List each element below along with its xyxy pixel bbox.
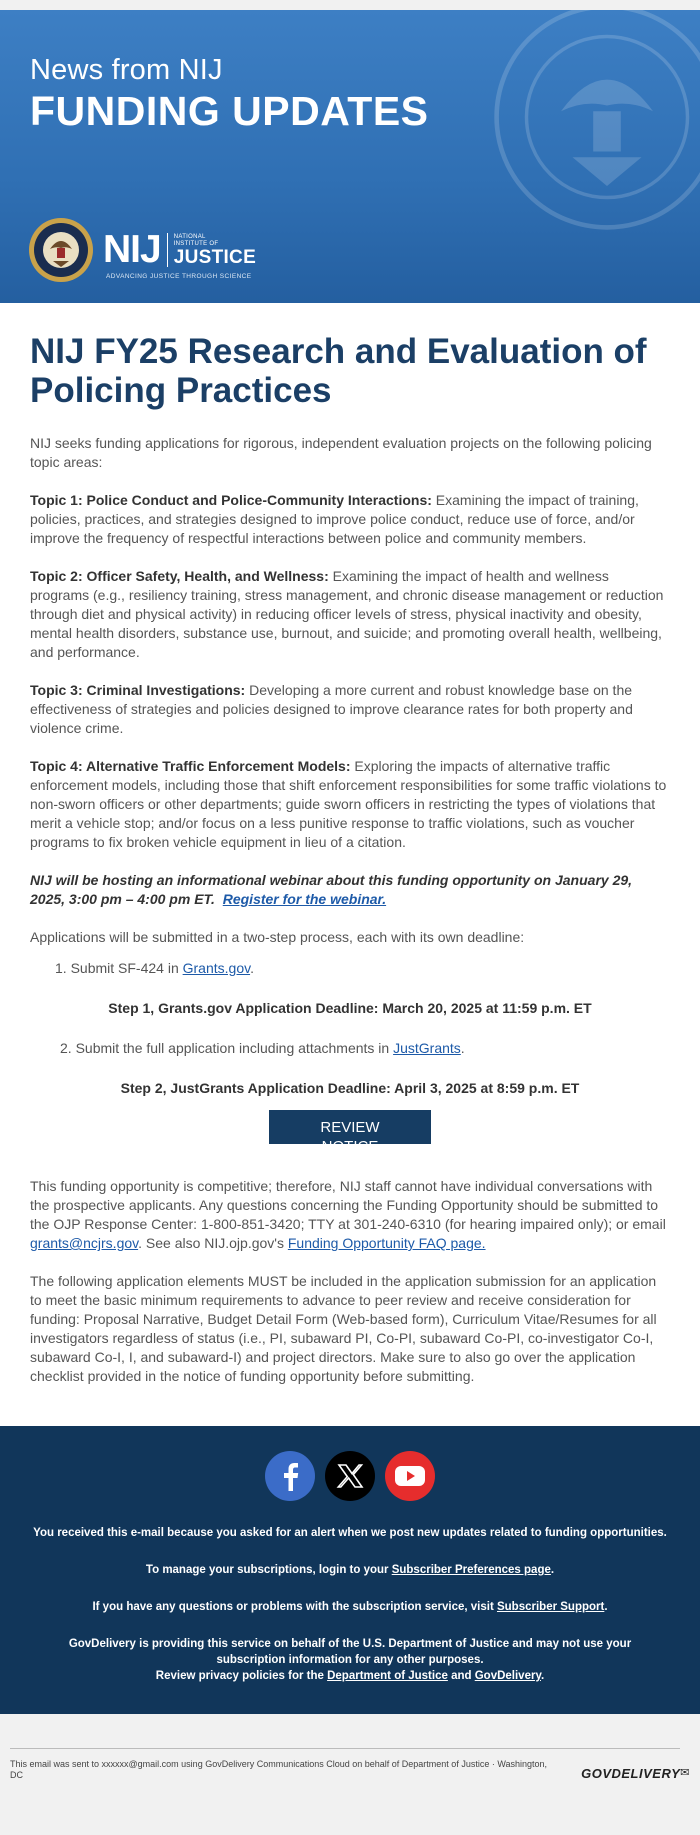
- header-banner: [0, 10, 700, 303]
- footer-questions-prefix: If you have any questions or problems with the subscription service, visit: [92, 1601, 497, 1613]
- topic-2: [30, 567, 670, 662]
- justgrants-link[interactable]: JustGrants: [393, 1040, 461, 1056]
- topic-3: [30, 681, 670, 738]
- topic-4-label: Topic 4: Alternative Traffic Enforcement Models:: [30, 758, 351, 774]
- step-1-suffix: .: [250, 960, 254, 976]
- step-2-suffix: .: [460, 1040, 465, 1056]
- review-button-wrap: [30, 1110, 670, 1156]
- competitive-mid: . See also NIJ.ojp.gov's: [138, 1235, 288, 1251]
- footer-privacy-and: and: [447, 1670, 475, 1682]
- govdelivery-privacy-link[interactable]: GovDelivery: [474, 1670, 541, 1682]
- logo-small-line-2: INSTITUTE OF: [173, 240, 219, 247]
- govdelivery-brand: GOVDELIVERY: [581, 1766, 681, 1781]
- footer-received-text: You received this e-mail because you asked for an alert when we post new updates related to funding opportunities.: [33, 1527, 667, 1539]
- logo-nij-text: NIJ: [103, 228, 161, 271]
- process-intro: Applications will be submitted in a two-step process, each with its own deadline:: [30, 929, 525, 945]
- youtube-icon[interactable]: [385, 1451, 435, 1501]
- topic-1-text: Examining the impact of training, policies, practices, and strategies designed to improve police conduct, reduce use of force, and/or improve the frequency of respectful interactions between police and community members.: [30, 492, 639, 546]
- competitive-text: This funding opportunity is competitive; therefore, NIJ staff cannot have individual conversations with the prospective applicants. Any questions concerning the Funding Opportunity should be submitted to the OJP Response Center: 1-800-851-3420; TTY at 301-240-6310 (for hearing impaired only); or email: [30, 1178, 666, 1232]
- footer: [0, 1426, 700, 1714]
- grants-gov-link[interactable]: Grants.gov: [182, 960, 251, 976]
- facebook-icon[interactable]: [265, 1451, 315, 1501]
- bottom-bar: [0, 1714, 700, 1810]
- logo-justice-text: JUSTICE: [173, 246, 257, 268]
- elements-paragraph: The following application elements MUST be included in the application submission for an application to meet the basic minimum requirements to advance to peer review and receive consideration for funding: Proposal Narrative, Budget Detail Form (Web-based form), Curriculum Vitae/Resumes for all investigators regardless of status (i.e., PI, subaward PI, Co-PI, subaward Co-PI, co-investigator Co-I, subaward Co-I, I, and subaward-I) and project directors. Make sure to also go over the application checklist provided in the notice of funding opportunity before submitting.: [30, 1273, 657, 1384]
- x-icon[interactable]: [325, 1451, 375, 1501]
- topic-3-label: Topic 3: Criminal Investigations:: [30, 682, 246, 698]
- footer-privacy-suffix: .: [540, 1670, 545, 1682]
- review-notice-button[interactable]: REVIEW NOTICE: [269, 1110, 431, 1144]
- step-1-prefix: 1. Submit SF-424 in: [55, 960, 183, 976]
- step-1: [55, 959, 670, 978]
- topic-4-text: Exploring the impacts of alternative traffic enforcement models, including those that shift enforcement responsibilities for some traffic violations to non-sworn officers or other departments; guide sworn officers in restricting the types of violations that merit a vehicle stop; and/or focus on a less punitive response to traffic violations, such as voucher programs to fix broken vehicle equipment in lieu of a citation.: [30, 758, 667, 850]
- footer-questions-suffix: .: [604, 1601, 608, 1613]
- competitive-paragraph: [30, 1177, 670, 1253]
- doj-privacy-link[interactable]: Department of Justice: [327, 1670, 448, 1682]
- header-pre-title: News from NIJ: [30, 54, 223, 86]
- register-webinar-link[interactable]: Register for the webinar.: [222, 891, 387, 907]
- topic-1: [30, 491, 670, 548]
- logo-small-line-1: NATIONAL: [173, 233, 206, 240]
- logo-institute-text: [174, 234, 256, 267]
- sent-to-text: This email was sent to xxxxxx@gmail.com using GovDelivery Communications Cloud on behalf of Department of Justice · Washington, DC: [10, 1759, 548, 1780]
- step-1-deadline: Step 1, Grants.gov Application Deadline: March 20, 2025 at 11:59 p.m. ET: [108, 1000, 592, 1016]
- envelope-icon: ✉: [680, 1767, 690, 1779]
- grants-email-link[interactable]: grants@ncjrs.gov: [30, 1235, 139, 1251]
- header-main-title: FUNDING UPDATES: [30, 88, 429, 134]
- logo-divider: [167, 233, 168, 267]
- footer-manage: [30, 1562, 670, 1578]
- step-2: [60, 1039, 670, 1058]
- doj-seal-icon: [28, 217, 94, 283]
- subscriber-support-link[interactable]: Subscriber Support: [496, 1601, 605, 1613]
- doj-seal-watermark-icon: [492, 10, 700, 232]
- footer-questions: [30, 1599, 670, 1615]
- step-2-prefix: 2. Submit the full application including attachments in: [60, 1040, 394, 1056]
- top-strip: [0, 0, 700, 10]
- logo-tagline: ADVANCING JUSTICE THROUGH SCIENCE: [106, 273, 252, 280]
- topic-2-label: Topic 2: Officer Safety, Health, and Wellness:: [30, 568, 329, 584]
- article-title: NIJ FY25 Research and Evaluation of Policing Practices: [30, 332, 647, 410]
- footer-manage-prefix: To manage your subscriptions, login to your: [145, 1564, 392, 1576]
- topic-1-label: Topic 1: Police Conduct and Police-Community Interactions:: [30, 492, 432, 508]
- footer-manage-suffix: .: [550, 1564, 555, 1576]
- webinar-text: NIJ will be hosting an informational webinar about this funding opportunity on January 29, 2025, 3:00 pm – 4:00 pm ET.: [30, 872, 633, 907]
- webinar-paragraph: [30, 871, 670, 909]
- bottom-divider: [10, 1748, 680, 1749]
- govdelivery-logo[interactable]: [581, 1766, 690, 1781]
- footer-govdelivery: [30, 1636, 670, 1684]
- topic-3-text: Developing a more current and robust knowledge base on the effectiveness of strategies and policies designed to improve clearance rates for both property and violence crime.: [30, 682, 633, 736]
- main-content: [0, 303, 700, 1426]
- intro-paragraph: NIJ seeks funding applications for rigorous, independent evaluation projects on the following policing topic areas:: [30, 435, 652, 470]
- faq-page-link[interactable]: Funding Opportunity FAQ page.: [287, 1235, 486, 1251]
- subscriber-preferences-link[interactable]: Subscriber Preferences page: [391, 1564, 551, 1576]
- topic-2-text: Examining the impact of health and wellness programs (e.g., resiliency training, stress management, and chronic disease management or reduction through diet and physical activity) in reducing officer levels of stress, physical inactivity and obesity, mental health disorders, substance use, burnout, and suicide; and promoting overall health, wellbeing, and performance.: [30, 568, 664, 660]
- step-2-deadline: Step 2, JustGrants Application Deadline: April 3, 2025 at 8:59 p.m. ET: [120, 1080, 580, 1096]
- footer-govdelivery-text: GovDelivery is providing this service on behalf of the U.S. Department of Justice and may not use your subscription information for any other purposes.: [68, 1638, 632, 1666]
- footer-privacy-prefix: Review privacy policies for the: [155, 1670, 328, 1682]
- social-links: [30, 1451, 670, 1501]
- topic-4: [30, 757, 670, 852]
